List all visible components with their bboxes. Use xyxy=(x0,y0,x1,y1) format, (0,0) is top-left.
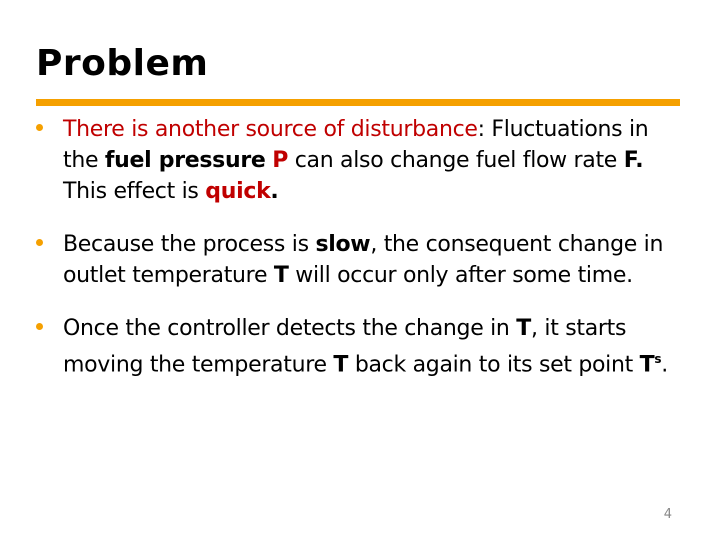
text-run: Once the controller detects the change in xyxy=(63,316,517,341)
text-run: , the consequent change in outlet temperature xyxy=(63,232,664,288)
text-run: can also change fuel flow rate xyxy=(288,148,624,173)
bullet-dot-icon xyxy=(36,239,43,246)
page-number: 4 xyxy=(663,507,672,522)
text-run: P xyxy=(272,148,289,173)
text-run: T xyxy=(639,352,655,378)
text-run: Because the process is xyxy=(63,232,316,257)
text-run: will occur only after some time. xyxy=(288,263,633,288)
bullet-item xyxy=(36,313,680,380)
bullet-item xyxy=(36,114,680,207)
bullet-item xyxy=(36,229,680,291)
text-run: T xyxy=(516,316,531,341)
text-run: slow xyxy=(315,232,371,257)
text-run: quick xyxy=(205,179,271,204)
bullet-dot-icon xyxy=(36,323,43,330)
text-run: fuel pressure xyxy=(104,148,266,173)
text-run: T xyxy=(333,352,349,378)
text-run: There is another source of disturbance xyxy=(63,117,478,142)
slide-title: Problem xyxy=(36,43,209,84)
text-run: : Fluctuations in the xyxy=(63,117,649,173)
title-underline xyxy=(36,99,680,106)
text-run: back again to its set point xyxy=(348,352,640,378)
text-run: . xyxy=(661,352,668,378)
text-run: , it starts moving the temperature xyxy=(63,316,627,378)
text-run: T xyxy=(273,263,289,288)
superscript: s xyxy=(654,352,662,366)
bullet-list xyxy=(36,114,680,380)
text-run: . xyxy=(270,179,279,204)
text-run: This effect is xyxy=(63,179,206,204)
text-run: F. xyxy=(623,148,644,173)
bullet-dot-icon xyxy=(36,124,43,131)
